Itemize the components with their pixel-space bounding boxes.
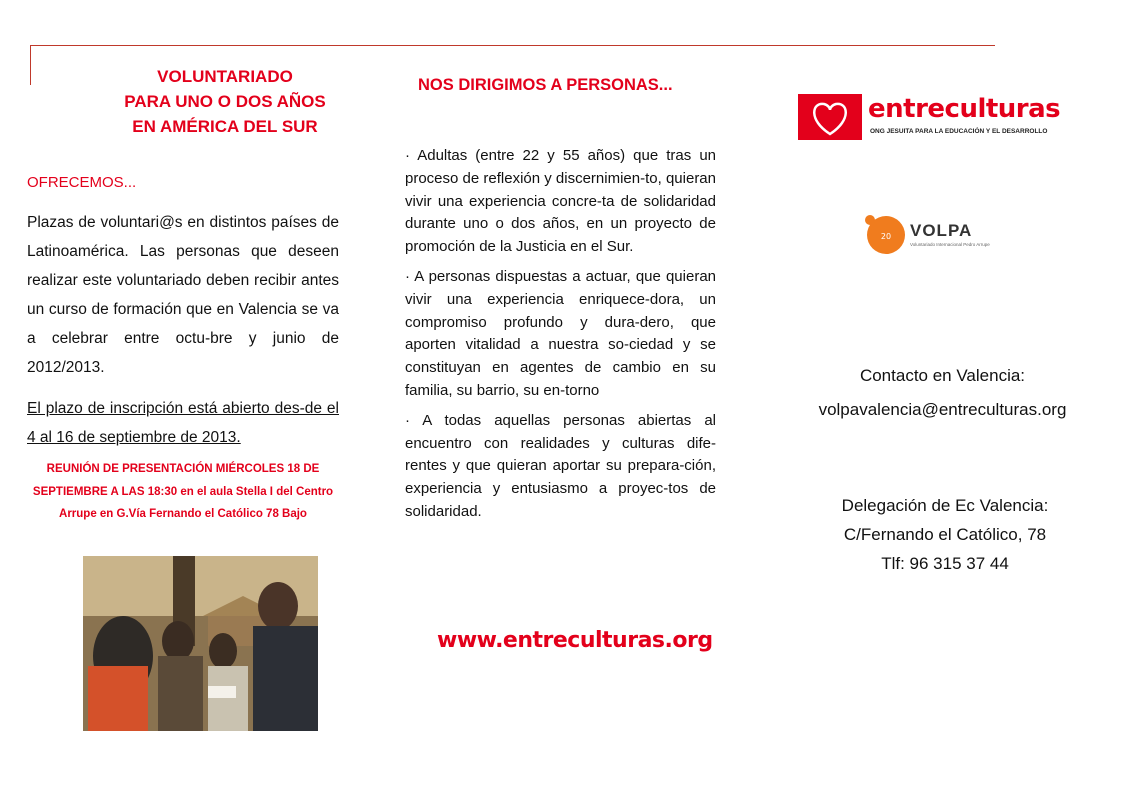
volunteers-photo-illustration [83,556,318,731]
heart-icon [798,94,862,140]
list-item: · A personas dispuestas a actuar, que quieran vivir una experiencia enriquece-dora, un compromiso profundo y dura-dero, que aporten vitalidad a nuestra so-ciedad y se constituyan en agentes de cambio en su familia, su barrio, su en-torno [405,267,716,399]
brochure-title [110,64,340,139]
frame-line-top [30,45,995,46]
offer-text: Plazas de voluntari@s en distintos países de Latinoamérica. Las personas que deseen realizar este voluntariado deben recibir antes un curso de formación que en Valencia se va a celebrar entre octu-bre y junio de 2012/2013. [27,214,339,376]
volpa-name: VOLPA [910,221,973,240]
audience-list [405,145,716,531]
delegation-line: Tlf: 96 315 37 44 [881,554,1009,573]
logo-tagline: ONG JESUITA PARA LA EDUCACIÓN Y EL DESARROLLO [870,128,1048,135]
volpa-circle-icon [862,212,908,256]
title-line: EN AMÉRICA DEL SUR [132,117,318,136]
frame-line-left [30,45,31,85]
entreculturas-logo [798,94,1061,140]
deadline-text: El plazo de inscripción está abierto des-de el 4 al 16 de septiembre de 2013. [27,400,339,446]
volunteers-photo [83,556,318,731]
list-item: · Adultas (entre 22 y 55 años) que tras un proceso de reflexión y discernimien-to, quieran vivir una experiencia concre-ta de solidaridad durante uno o dos años, en un proyecto de promoción de la Justicia en el Sur. [405,147,716,256]
volpa-subtitle: Voluntariado Internacional Pedro Arrupe [910,242,990,247]
title-line: PARA UNO O DOS AÑOS [124,92,326,111]
delegation-address [800,491,1090,578]
audience-heading: NOS DIRIGIMOS A PERSONAS... [418,76,673,94]
title-line: VOLUNTARIADO [157,67,293,86]
offer-heading: OFRECEMOS... [27,174,137,191]
meeting-notice: REUNIÓN DE PRESENTACIÓN MIÉRCOLES 18 DE SEPTIEMBRE A LAS 18:30 en el aula Stella I del Centro Arrupe en G.Vía Fernando el Católico 78 Bajo [32,463,334,520]
volpa-logo [862,212,992,256]
delegation-line: Delegación de Ec Valencia: [841,496,1049,515]
website-link[interactable]: www.entreculturas.org [437,628,713,653]
delegation-line: C/Fernando el Católico, 78 [843,525,1047,544]
list-item: · A todas aquellas personas abiertas al encuentro con realidades y culturas dife-rentes y que quieran aportar su prepara-ción, experiencia y entusiasmo a proyec-tos de solidaridad. [405,411,716,520]
contact-title: Contacto en Valencia: [859,366,1026,385]
svg-text:20: 20 [880,232,892,241]
contact-email[interactable]: volpavalencia@entreculturas.org [818,400,1067,419]
logo-name: entreculturas [868,94,1061,124]
